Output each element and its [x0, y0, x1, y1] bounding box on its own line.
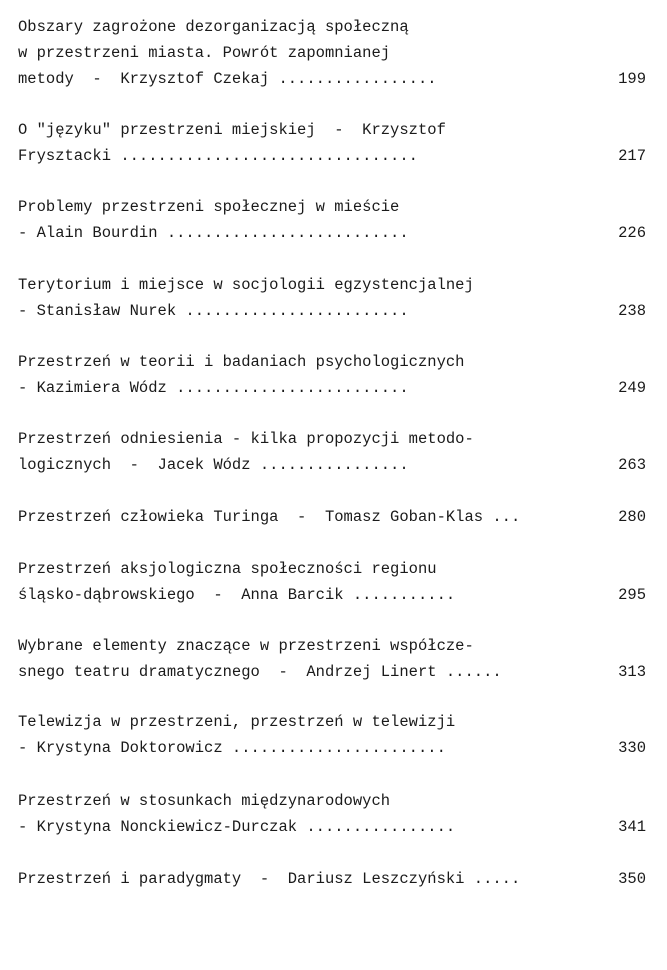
entry-title-line [18, 582, 646, 608]
entry-author-leader: Przestrzeń człowieka Turinga - Tomasz Goban-Klas ... [18, 508, 521, 526]
entry-title-line: Przestrzeń odniesienia - kilka propozycji metodo- [18, 430, 474, 448]
page-number: 350 [618, 870, 646, 888]
page-number: 199 [618, 70, 646, 88]
entry-title-line [18, 375, 646, 401]
entry-title-line: Przestrzeń w teorii i badaniach psychologicznych [18, 353, 465, 371]
entry-title-line [18, 298, 646, 324]
entry-title-line: Terytorium i miejsce w socjologii egzystencjalnej [18, 276, 474, 294]
entry-title-line [18, 866, 646, 892]
page-number: 217 [618, 147, 646, 165]
entry-title-line: Obszary zagrożone dezorganizacją społeczną [18, 18, 409, 36]
entry-title-line [18, 143, 646, 169]
entry-title-line [18, 452, 646, 478]
page-number: 341 [618, 818, 646, 836]
entry-title-line: Problemy przestrzeni społecznej w mieście [18, 198, 400, 216]
page-number: 313 [618, 663, 646, 681]
page-number: 263 [618, 456, 646, 474]
entry-author-leader: śląsko-dąbrowskiego - Anna Barcik ........... [18, 586, 456, 604]
entry-title-line: Wybrane elementy znaczące w przestrzeni współcze- [18, 637, 474, 655]
entry-title-line [18, 814, 646, 840]
toc-entry [18, 788, 646, 840]
page-number: 238 [618, 302, 646, 320]
page-number: 330 [618, 739, 646, 757]
entry-title-line [18, 735, 646, 761]
page-number: 295 [618, 586, 646, 604]
entry-title-line [18, 220, 646, 246]
toc-entry [18, 14, 646, 92]
entry-title-line: w przestrzeni miasta. Powrót zapomnianej [18, 44, 391, 62]
page-number: 280 [618, 508, 646, 526]
entry-title-line [18, 66, 646, 92]
entry-author-leader: - Krystyna Doktorowicz ....................... [18, 739, 446, 757]
entry-title-line: Telewizja w przestrzeni, przestrzeń w telewizji [18, 713, 456, 731]
toc-entry [18, 194, 646, 246]
toc-entry [18, 426, 646, 478]
entry-title-line: Przestrzeń w stosunkach międzynarodowych [18, 792, 391, 810]
toc-entry [18, 633, 646, 685]
toc-entry [18, 709, 646, 761]
entry-author-leader: Przestrzeń i paradygmaty - Dariusz Leszczyński ..... [18, 870, 521, 888]
entry-author-leader: - Alain Bourdin .......................... [18, 224, 409, 242]
toc-entry [18, 504, 646, 530]
toc-entry [18, 866, 646, 892]
entry-title-line: O "języku" przestrzeni miejskiej - Krzysztof [18, 121, 446, 139]
toc-entry [18, 117, 646, 169]
entry-author-leader: snego teatru dramatycznego - Andrzej Linert ...... [18, 663, 502, 681]
toc-entry [18, 272, 646, 324]
entry-author-leader: metody - Krzysztof Czekaj ................. [18, 70, 437, 88]
toc-entry [18, 556, 646, 608]
entry-author-leader: - Krystyna Nonckiewicz-Durczak ................ [18, 818, 456, 836]
entry-title-line [18, 504, 646, 530]
entry-author-leader: Frysztacki ................................ [18, 147, 418, 165]
entry-author-leader: logicznych - Jacek Wódz ................ [18, 456, 409, 474]
page-number: 249 [618, 379, 646, 397]
toc-entry [18, 349, 646, 401]
entry-title-line: Przestrzeń aksjologiczna społeczności regionu [18, 560, 437, 578]
entry-author-leader: - Stanisław Nurek ........................ [18, 302, 409, 320]
entry-author-leader: - Kazimiera Wódz ......................... [18, 379, 409, 397]
page-number: 226 [618, 224, 646, 242]
entry-title-line [18, 659, 646, 685]
